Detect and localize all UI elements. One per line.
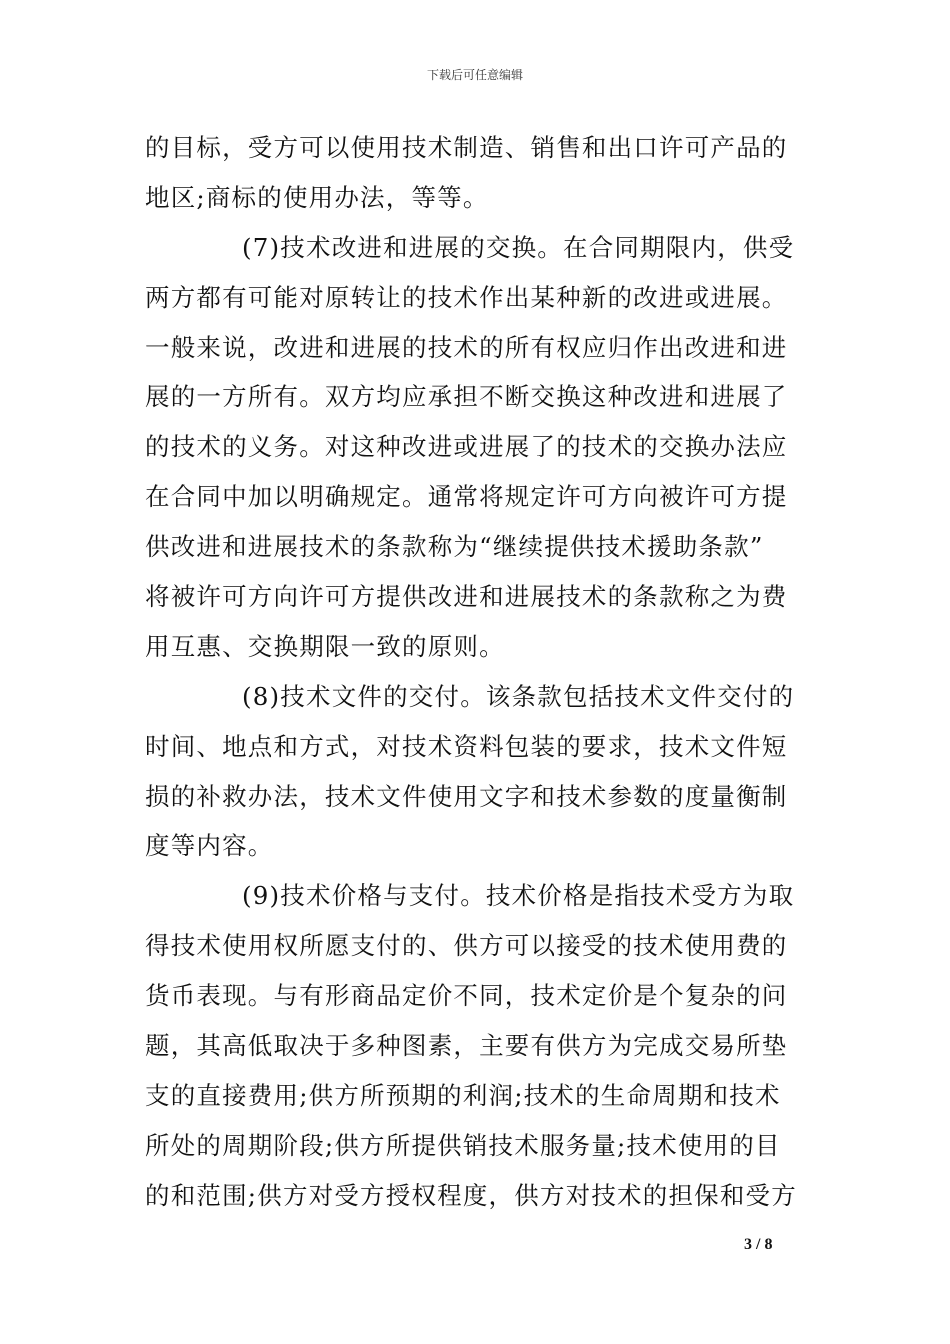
body-line: 得技术使用权所愿支付的、供方可以接受的技术使用费的 [145, 931, 788, 961]
body-line: 用互惠、交换期限一致的原则。 [145, 631, 505, 661]
page-number: 3 / 8 [744, 1236, 773, 1253]
body-line: 度等内容。 [145, 831, 274, 861]
paragraph-start-line: (9)技术价格与支付。技术价格是指技术受方为取 [242, 881, 795, 911]
body-line: 的技术的义务。对这种改进或进展了的技术的交换办法应 [145, 432, 788, 462]
body-line: 题，其高低取决于多种图素，主要有供方为完成交易所垫 [145, 1031, 788, 1061]
body-line: 损的补救办法，技术文件使用文字和技术参数的度量衡制 [145, 781, 788, 811]
body-line: 的和范围;供方对受方授权程度，供方对技术的担保和受方 [145, 1180, 797, 1210]
document-body [145, 123, 810, 1221]
body-line: 两方都有可能对原转让的技术作出某种新的改进或进展。 [145, 282, 788, 312]
paragraph-start-line: (8)技术文件的交付。该条款包括技术文件交付的 [242, 681, 795, 711]
body-line: 货币表现。与有形商品定价不同，技术定价是个复杂的问 [145, 981, 788, 1011]
paragraph-start-line: (7)技术改进和进展的交换。在合同期限内，供受 [242, 232, 795, 262]
body-line: 支的直接费用;供方所预期的利润;技术的生命周期和技术 [145, 1080, 781, 1110]
header-note: 下载后可任意编辑 [426, 68, 523, 82]
body-line: 展的一方所有。双方均应承担不断交换这种改进和进展了 [145, 382, 788, 412]
body-line: 的目标，受方可以使用技术制造、销售和出口许可产品的 [145, 133, 788, 162]
body-line: 地区;商标的使用办法，等等。 [145, 182, 489, 212]
body-line: 供改进和进展技术的条款称为“继续提供技术援助条款” [145, 532, 764, 562]
body-line: 时间、地点和方式，对技术资料包装的要求，技术文件短 [145, 731, 788, 761]
body-line: 一般来说，改进和进展的技术的所有权应归作出改进和进 [145, 332, 788, 362]
body-line: 将被许可方向许可方提供改进和进展技术的条款称之为费 [145, 582, 788, 612]
body-line: 在合同中加以明确规定。通常将规定许可方向被许可方提 [145, 482, 788, 512]
body-line: 所处的周期阶段;供方所提供销技术服务量;技术使用的目 [145, 1130, 781, 1160]
